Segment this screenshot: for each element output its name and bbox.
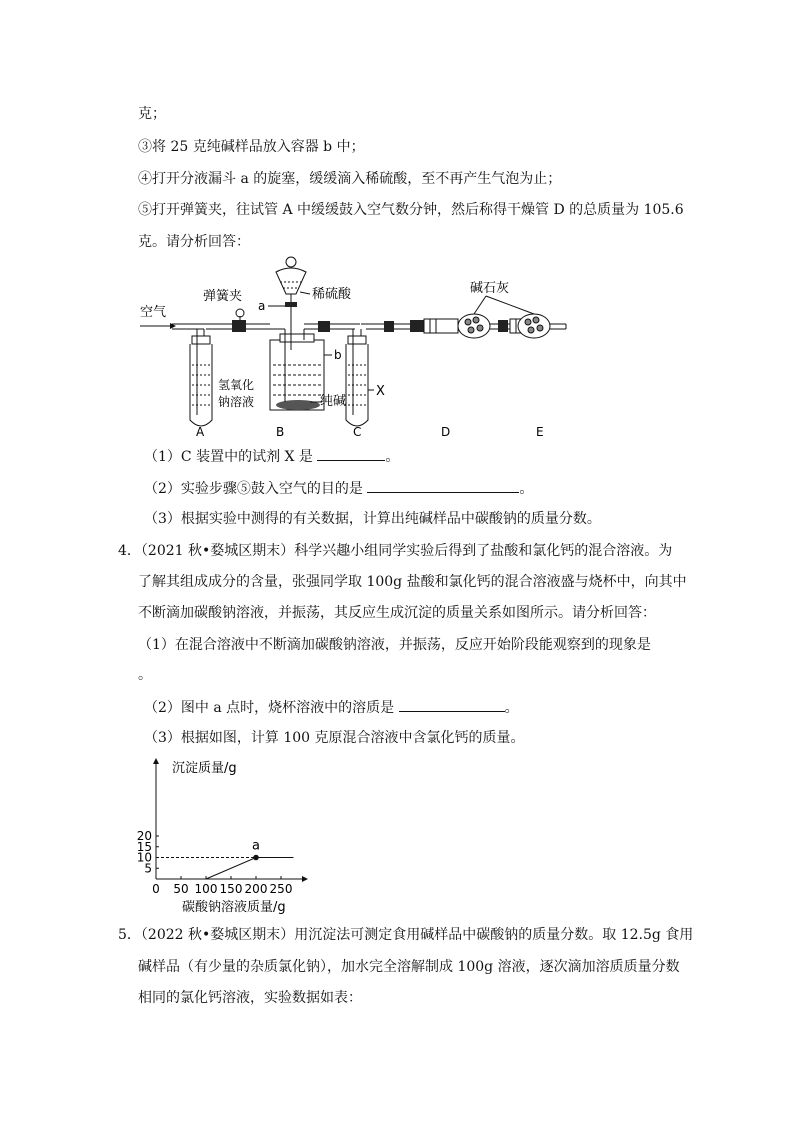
q4-sub2-answer-blank[interactable] — [399, 697, 505, 712]
label-A: A — [196, 425, 205, 439]
q3-sub1-end: 。 — [385, 449, 400, 465]
soda-label: 纯碱 — [320, 394, 347, 409]
label-E: E — [536, 425, 544, 439]
q4-line1: 4．（2021 秋•婺城区期末）科学兴趣小组同学实验后得到了盐酸和氯化钙的混合溶液。为 — [118, 543, 673, 559]
q5-line1: 5．（2022 秋•婺城区期末）用沉淀法可测定食用碱样品中碳酸钠的质量分数。取 12.5g 食用 — [118, 927, 694, 943]
q3-sub2 — [144, 478, 533, 499]
chart-y-tick-label: 20 — [136, 829, 152, 843]
q3-sub1-answer-blank[interactable] — [317, 446, 385, 461]
q5-line3: 相同的氯化钙溶液，实验数据如表： — [138, 990, 362, 1006]
clip-label: 弹簧夹 — [203, 289, 243, 304]
chart-x-arrow — [302, 876, 308, 882]
q4-sub1-end: 。 — [138, 667, 152, 683]
label-D: D — [441, 425, 451, 439]
precipitate-chart — [130, 752, 350, 917]
q4-line3: 不断滴加碳酸钠溶液，并振荡，其反应生成沉淀的质量关系如图所示。请分析回答： — [138, 605, 656, 621]
chart-x-tick-label: 0 — [152, 882, 160, 896]
label-a: a — [258, 299, 266, 313]
x-label: X — [376, 384, 385, 399]
q3-step5-line2: 克。请分析回答： — [138, 234, 250, 250]
q3-sub1-text: （1）C 装置中的试剂 X 是 — [144, 449, 313, 465]
q3-step4: ④打开分液漏斗 a 的旋塞，缓缓滴入稀硫酸，至不再产生气泡为止； — [138, 171, 562, 187]
chart-y-tick-label: 10 — [136, 850, 152, 865]
q3-sub2-end: 。 — [519, 481, 534, 497]
label-b: b — [334, 348, 342, 362]
label-B: B — [276, 425, 285, 439]
q4-line2: 了解其组成成分的含量，张强同学取 100g 盐酸和氯化钙的混合溶液盛与烧杯中，向其中 — [138, 574, 687, 590]
acid-label: 稀硫酸 — [312, 287, 352, 302]
q3-sub1 — [144, 446, 399, 467]
q4-sub2 — [144, 697, 519, 718]
q3-step3: ③将 25 克纯碱样品放入容器 b 中； — [138, 139, 365, 155]
q3-sub3: （3）根据实验中测得的有关数据，计算出纯碱样品中碳酸钠的质量分数。 — [144, 511, 601, 527]
chart-y-axis-label: 沉淀质量/g — [172, 761, 237, 776]
chart-x-tick-label: 50 — [173, 882, 189, 896]
air-label: 空气 — [140, 305, 167, 320]
q3-sub2-text: （2）实验步骤⑤鼓入空气的目的是 — [144, 481, 363, 497]
chart-x-tick-label: 250 — [269, 882, 293, 896]
naoh-label-1: 氢氧化 — [218, 378, 255, 392]
chart-series-line — [206, 858, 294, 880]
apparatus-diagram — [130, 250, 580, 445]
q4-sub1: （1）在混合溶液中不断滴加碳酸钠溶液，并振荡，反应开始阶段能观察到的现象是 — [138, 637, 651, 653]
chart-x-tick-label: 150 — [219, 882, 243, 896]
q4-sub3: （3）根据如图，计算 100 克原混合溶液中含氯化钙的质量。 — [144, 730, 525, 746]
chart-x-tick-label: 200 — [244, 882, 268, 896]
q3-continuation: 克； — [138, 106, 166, 122]
label-C: C — [353, 425, 362, 439]
chart-y-tick-label: 5 — [144, 861, 152, 876]
q4-sub2-text: （2）图中 a 点时，烧杯溶液中的溶质是 — [144, 700, 395, 716]
q4-sub2-end: 。 — [504, 700, 519, 716]
chart-point-a — [253, 855, 259, 861]
chart-x-tick-label: 100 — [194, 882, 218, 896]
naoh-label-2: 钠溶液 — [218, 395, 255, 409]
lime-label: 碱石灰 — [470, 281, 510, 296]
chart-y-tick-label: 15 — [136, 839, 152, 854]
q3-step5-line1: ⑤打开弹簧夹，往试管 A 中缓缓鼓入空气数分钟，然后称得干燥管 D 的总质量为 105.6 — [138, 202, 684, 218]
q3-sub2-answer-blank[interactable] — [367, 478, 519, 493]
chart-y-arrow — [153, 758, 159, 764]
q5-line2: 碱样品（有少量的杂质氯化钠），加水完全溶解制成 100g 溶液，逐次滴加溶质质量分数 — [138, 959, 680, 975]
chart-point-a-label: a — [252, 838, 260, 854]
chart-x-axis-label: 碳酸钠溶液质量/g — [182, 900, 286, 915]
